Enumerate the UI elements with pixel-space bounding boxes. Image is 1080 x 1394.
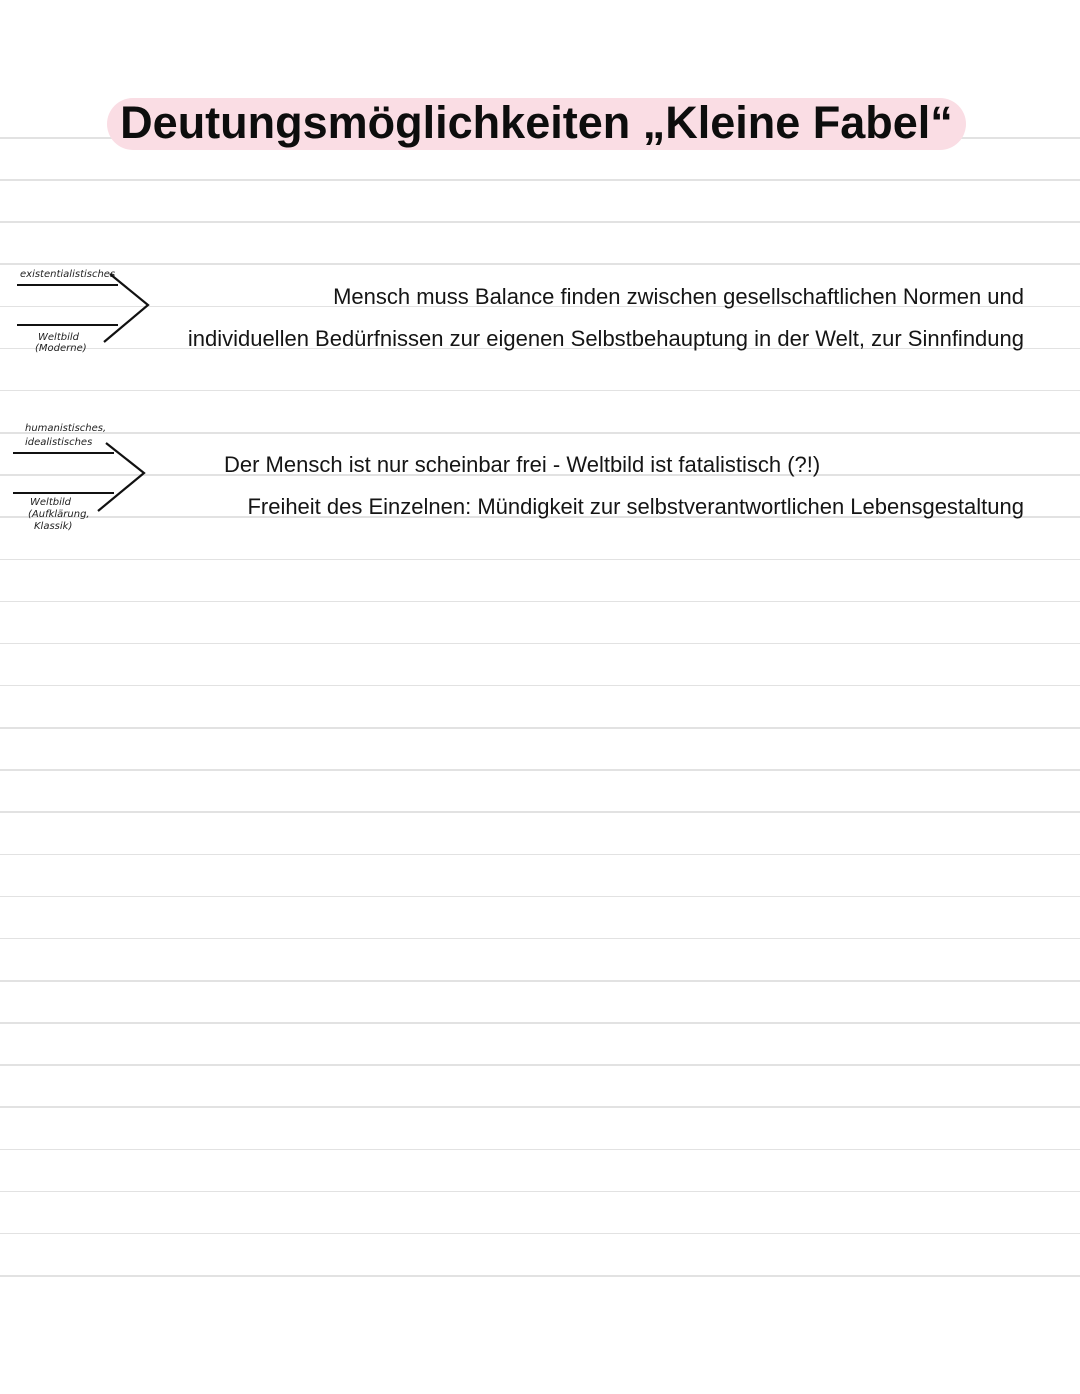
text-line: Mensch muss Balance finden zwischen gesellschaftlichen Normen und — [333, 284, 1024, 309]
rule-line — [0, 179, 1080, 181]
rule-line — [0, 1275, 1080, 1277]
rule-line — [0, 390, 1080, 392]
rule-line — [0, 727, 1080, 729]
rule-line — [0, 1064, 1080, 1066]
label-idealistisches: idealistisches — [25, 437, 93, 448]
rule-line — [0, 685, 1080, 687]
label-weltbild: Weltbild — [38, 332, 79, 343]
rule-line — [0, 221, 1080, 223]
rule-line — [0, 980, 1080, 982]
rule-line — [0, 1191, 1080, 1193]
rule-line — [0, 938, 1080, 940]
page-title: Deutungsmöglichkeiten „Kleine Fabel“ — [120, 97, 953, 148]
rule-line — [0, 263, 1080, 265]
rule-line — [0, 1233, 1080, 1235]
rule-line — [0, 1106, 1080, 1108]
text-line: Der Mensch ist nur scheinbar frei - Weltbild ist fatalistisch (?!) — [224, 452, 821, 477]
rule-line — [0, 601, 1080, 603]
rule-line — [0, 559, 1080, 561]
text-line: individuellen Bedürfnissen zur eigenen Selbstbehauptung in der Welt, zur Sinnfindung — [187, 326, 1024, 351]
label-humanistisches: humanistisches, — [25, 423, 107, 434]
rule-line — [0, 1149, 1080, 1151]
label-existentialistisches: existentialistisches — [20, 269, 116, 280]
rule-line — [0, 432, 1080, 434]
rule-line — [0, 896, 1080, 898]
label-klassik: Klassik) — [34, 521, 73, 532]
rule-line — [0, 854, 1080, 856]
rule-line — [0, 769, 1080, 771]
label-moderne: (Moderne) — [35, 343, 87, 354]
label-aufklaerung: (Aufklärung, — [28, 509, 90, 520]
text-line: Freiheit des Einzelnen: Mündigkeit zur selbstverantwortlichen Lebensgestaltung — [247, 494, 1024, 519]
rule-line — [0, 643, 1080, 645]
rule-line — [0, 811, 1080, 813]
double-arrow-icon — [14, 270, 154, 346]
rule-line — [0, 1022, 1080, 1024]
label-weltbild: Weltbild — [30, 497, 71, 508]
